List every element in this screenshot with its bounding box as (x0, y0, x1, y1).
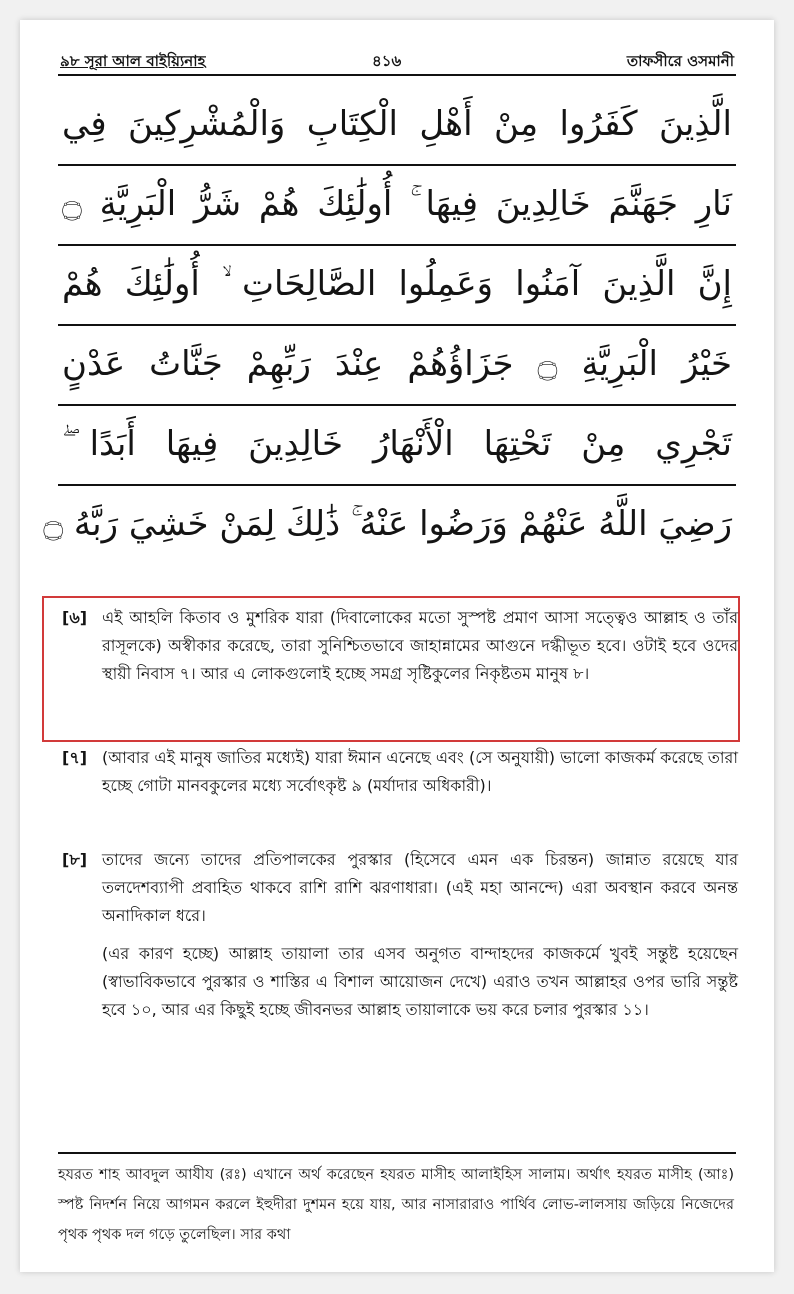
note-text: (এর কারণ হচ্ছে) আল্লাহ তায়ালা তার এসব অনুগত বান্দাহদের কাজকর্মে খুবই সন্তুষ্ট হয়েছেন (স্বাভাবিকভাবে পুরস্কার ও শাস্তির এ বিশাল আয়োজন দেখে) এরাও তখন আল্লাহর ওপর ভারি সন্তুষ্ট হবে ১০, আর এর কিছুই হচ্ছে জীবনভর আল্লাহ তায়ালাকে ভয় করে চলার পুরস্কার ১১। (102, 944, 738, 1019)
arabic-line-text: تَجْرِي مِنْ تَحْتِهَا الْأَنْهَارُ خَالِدِينَ فِيهَا أَبَدًا ۖ (62, 424, 732, 464)
arabic-line-text: نَارِ جَهَنَّمَ خَالِدِينَ فِيهَا ۚ أُولَٰئِكَ هُمْ شَرُّ الْبَرِيَّةِ ۝ (62, 184, 732, 224)
arabic-line (58, 246, 736, 326)
arabic-line (58, 86, 736, 166)
arabic-line-text: إِنَّ الَّذِينَ آمَنُوا وَعَمِلُوا الصَّالِحَاتِ ۙ أُولَٰئِكَ هُمْ (62, 264, 732, 304)
arabic-line (58, 166, 736, 246)
arabic-line-text: الَّذِينَ كَفَرُوا مِنْ أَهْلِ الْكِتَابِ وَالْمُشْرِكِينَ فِي (62, 104, 732, 144)
arabic-line (58, 406, 736, 486)
footnote: হযরত শাহ আবদুল আযীয (রঃ) এখানে অর্থ করেছেন হযরত মাসীহ আলাইহিস সালাম। অর্থাৎ হযরত মাসীহ (আঃ) স্পষ্ট নিদর্শন নিয়ে আগমন করলে ইহুদীরা দুশমন হয়ে যায়, আর নাসারারাও পার্থিব লোভ-লালসায় জড়িয়ে নিজেদের পৃথক পৃথক দল গড়ে তুলেছিল। সার কথা (58, 1167, 734, 1243)
note-text: তাদের জন্যে তাদের প্রতিপালকের পুরস্কার (হিসেবে এমন এক চিরন্তন) জান্নাত রয়েছে যার তলদেশব্যাপী প্রবাহিত থাকবে রাশি রাশি ঝরণাধারা। (এই মহা আনন্দে) এরা অবস্থান করবে অনন্ত অনাদিকাল ধরে। (102, 850, 738, 925)
translation-note-8 (58, 846, 738, 930)
note-number: [৮] (62, 850, 88, 869)
arabic-line (58, 326, 736, 406)
header-rule (58, 74, 736, 76)
arabic-line (43, 486, 736, 564)
header-surah-name: ৯৮ সূরা আল বাইয়্যিনাহ (60, 52, 206, 70)
arabic-verse-block (43, 86, 736, 554)
header-book-title: তাফসীরে ওসমানী (626, 52, 734, 70)
translation-note-7 (58, 744, 738, 800)
header-page-number: ৪১৬ (372, 52, 402, 70)
translation-note-8-continued (58, 940, 738, 1024)
note-text: এই আহলি কিতাব ও মুশরিক যারা (দিবালোকের মতো সুস্পষ্ট প্রমাণ আসা সত্ত্বেও আল্লাহ ও তাঁর রাসূলকে) অস্বীকার করেছে, তারা সুনিশ্চিতভাবে জাহান্নামের আগুনে দগ্ধীভূত হবে। ওটাই হবে ওদের স্থায়ী নিবাস ৭। আর এ লোকগুলোই হচ্ছে সমগ্র সৃষ্টিকুলের নিকৃষ্টতম মানুষ ৮। (102, 608, 738, 683)
note-number: [৭] (62, 748, 88, 767)
footnote-rule (58, 1152, 736, 1154)
note-number: [৬] (62, 608, 88, 627)
running-header (60, 46, 734, 74)
translation-note-6 (58, 604, 738, 688)
note-text: (আবার এই মানুষ জাতির মধ্যেই) যারা ঈমান এনেছে এবং (সে অনুযায়ী) ভালো কাজকর্ম করেছে তারা হচ্ছে গোটা মানবকুলের মধ্যে সর্বোৎকৃষ্ট ৯ (মর্যাদার অধিকারী)। (102, 748, 738, 795)
arabic-line-text: رَضِيَ اللَّهُ عَنْهُمْ وَرَضُوا عَنْهُ ۚ ذَٰلِكَ لِمَنْ خَشِيَ رَبَّهُ ۝ (43, 504, 732, 544)
arabic-line-text: خَيْرُ الْبَرِيَّةِ ۝ جَزَاؤُهُمْ عِنْدَ رَبِّهِمْ جَنَّاتُ عَدْنٍ (62, 344, 733, 384)
